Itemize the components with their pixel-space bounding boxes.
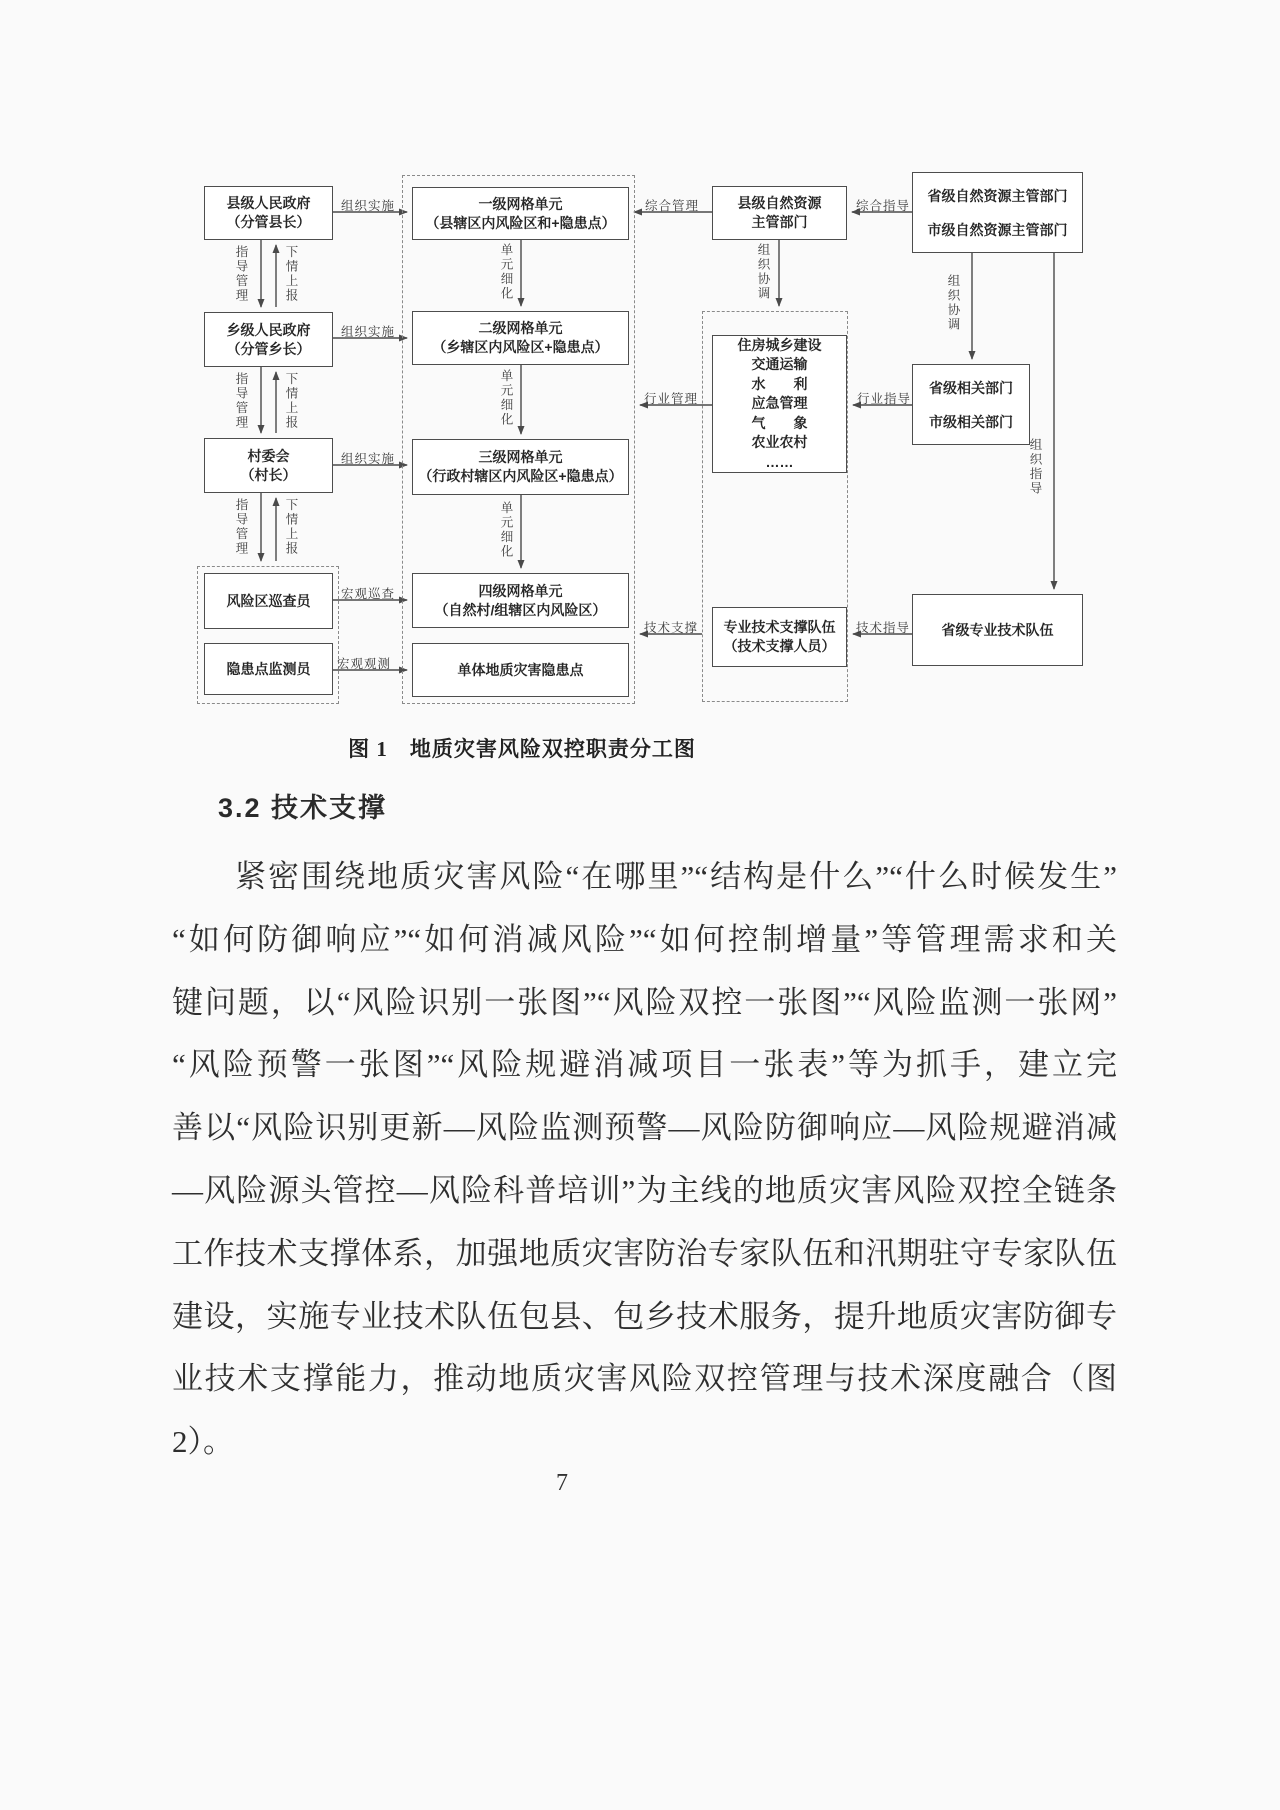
edge-label-macro-observe: 宏观观测 — [337, 657, 392, 671]
paragraph-line: “如何防御响应”“如何消减风险”“如何控制增量”等管理需求和关 — [172, 921, 1117, 957]
box-text-line: 省级相关部门 — [929, 379, 1013, 396]
edge-label-comprehensive-manage: 综合管理 — [645, 199, 700, 213]
box-town-government — [204, 312, 333, 367]
box-grid-level-4 — [412, 573, 629, 628]
box-hazard-point-monitor — [204, 643, 333, 695]
box-text-line: 三级网格单元 — [478, 449, 563, 465]
box-text-line: 四级网格单元 — [478, 582, 563, 599]
box-text-line: …… — [765, 453, 794, 470]
box-text-line: （分管乡长） — [226, 340, 311, 357]
box-risk-zone-inspector — [204, 573, 333, 629]
edge-label-guide-manage: 指导管理 — [234, 498, 248, 556]
edge-label-organize-implement: 组织实施 — [341, 452, 396, 466]
edge-label-tech-support: 技术支撑 — [644, 621, 699, 635]
box-grid-level-2 — [412, 311, 629, 365]
box-text-line: 隐患点监测员 — [226, 660, 311, 677]
paragraph-line: —风险源头管控—风险科普培训”为主线的地质灾害风险双控全链条 — [172, 1172, 1117, 1208]
box-text-line: （自然村/组辖区内风险区） — [434, 601, 607, 618]
box-grid-level-3 — [412, 439, 629, 495]
edge-label-guide-manage: 指导管理 — [234, 372, 248, 430]
box-county-natural-resources-dept — [712, 186, 847, 240]
box-text-line: 市级相关部门 — [929, 413, 1013, 430]
box-text-line: 乡级人民政府 — [226, 321, 311, 338]
box-text-line: 主管部门 — [751, 214, 808, 230]
page-number: 7 — [556, 1470, 568, 1496]
edge-label-report-up: 下情上报 — [284, 245, 298, 303]
edge-label-comprehensive-guide: 综合指导 — [856, 199, 911, 213]
edge-label-industry-manage: 行业管理 — [644, 392, 699, 406]
box-text-line: 单体地质灾害隐患点 — [457, 661, 584, 678]
edge-label-industry-guide: 行业指导 — [857, 392, 912, 406]
paragraph-line: 业技术支撑能力，推动地质灾害风险双控管理与技术深度融合（图2）。 — [172, 1361, 1117, 1460]
paragraph-line: “风险预警一张图”“风险规避消减项目一张表”等为抓手，建立完 — [172, 1047, 1117, 1083]
box-text-line: 专业技术支撑队伍 — [723, 619, 836, 635]
edge-label-organize-implement: 组织实施 — [341, 199, 396, 213]
edge-label-organize-guide: 组织指导 — [1028, 438, 1042, 496]
box-text-line: 住房城乡建设 — [737, 336, 822, 353]
box-text-line: 市级自然资源主管部门 — [927, 221, 1068, 238]
box-text-line: （村长） — [240, 466, 297, 483]
paragraph-line: 善以“风险识别更新—风险监测预警—风险防御响应—风险规避消减 — [172, 1110, 1117, 1146]
box-text-line: （县辖区内风险区和+隐患点） — [425, 214, 616, 231]
figure-caption: 图 1 地质灾害风险双控职责分工图 — [348, 737, 696, 761]
box-text-line: 省级自然资源主管部门 — [927, 187, 1068, 204]
edge-label-unit-refine: 单元细化 — [499, 243, 513, 301]
edge-label-unit-refine: 单元细化 — [499, 501, 513, 559]
box-text-line: 风险区巡查员 — [226, 592, 311, 609]
body-paragraph — [172, 846, 1117, 1460]
box-text-line: 县级人民政府 — [226, 195, 311, 211]
box-text-line: （分管县长） — [226, 214, 311, 230]
paragraph-line: 工作技术支撑体系，加强地质灾害防治专家队伍和汛期驻守专家队伍 — [172, 1235, 1117, 1271]
box-text-line: 二级网格单元 — [478, 320, 563, 336]
box-text-line: 农业农村 — [751, 434, 808, 451]
box-single-hazard-point — [412, 643, 629, 697]
paragraph-line: 紧密围绕地质灾害风险“在哪里”“结构是什么”“什么时候发生” — [235, 859, 1117, 894]
box-text-line: （行政村辖区内风险区+隐患点） — [418, 468, 623, 484]
edge-label-tech-guide: 技术指导 — [856, 621, 911, 635]
edge-label-organize-coordinate: 组织协调 — [756, 243, 770, 301]
box-text-line: 省级专业技术队伍 — [941, 621, 1054, 638]
flowchart-arrows — [0, 0, 1280, 760]
box-grid-level-1 — [412, 187, 629, 240]
edge-label-organize-coordinate: 组织协调 — [946, 274, 960, 332]
edge-label-report-up: 下情上报 — [284, 498, 298, 556]
box-provincial-related-dept — [912, 364, 1030, 445]
edge-label-unit-refine: 单元细化 — [499, 369, 513, 427]
edge-label-organize-implement: 组织实施 — [341, 325, 396, 339]
edge-label-macro-inspect: 宏观巡查 — [341, 587, 396, 601]
edge-label-guide-manage: 指导管理 — [234, 245, 248, 303]
box-text-line: 应急管理 — [751, 395, 808, 412]
box-provincial-natural-resources-dept — [912, 172, 1083, 253]
edge-label-report-up: 下情上报 — [284, 372, 298, 430]
box-text-line: 一级网格单元 — [478, 195, 563, 212]
section-heading: 3.2 技术支撑 — [218, 793, 388, 823]
box-sector-departments — [712, 335, 847, 473]
box-text-line: （乡辖区内风险区+隐患点） — [432, 339, 609, 355]
box-text-line: 县级自然资源 — [737, 195, 822, 211]
box-text-line: （技术支撑人员） — [723, 638, 836, 654]
paragraph-line: 建设，实施专业技术队伍包县、包乡技术服务，提升地质灾害防御专 — [172, 1298, 1117, 1334]
box-provincial-tech-team — [912, 594, 1083, 666]
box-village-committee — [204, 438, 333, 493]
box-text-line: 气 象 — [751, 414, 808, 431]
box-text-line: 交通运输 — [751, 356, 808, 373]
paragraph-line: 键问题，以“风险识别一张图”“风险双控一张图”“风险监测一张网” — [172, 984, 1117, 1020]
box-text-line: 水 利 — [751, 375, 808, 392]
box-county-government — [204, 186, 333, 240]
box-text-line: 村委会 — [247, 447, 290, 464]
box-tech-support-team — [712, 607, 847, 667]
